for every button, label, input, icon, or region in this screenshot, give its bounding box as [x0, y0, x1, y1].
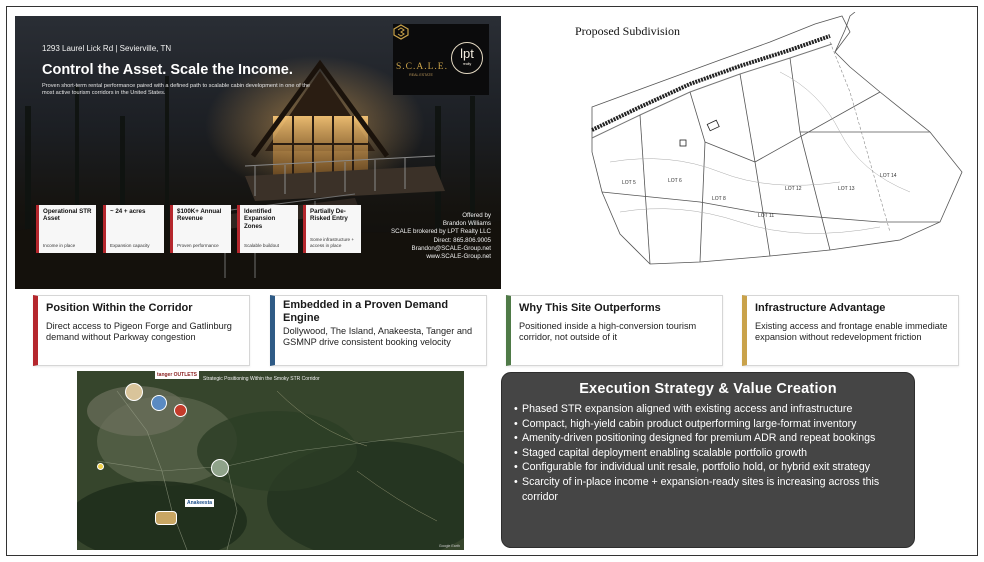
- lot-label: LOT 5: [622, 180, 636, 186]
- broker-phone[interactable]: Direct: 865.806.9005: [433, 236, 491, 244]
- execution-bullet-list: [514, 402, 902, 504]
- scale-logo-subtext: REAL ESTATE: [409, 73, 433, 77]
- subdivision-plat-drawing: [580, 12, 968, 290]
- logo-panel: [393, 24, 489, 95]
- feature-card-outperforms: [506, 295, 723, 366]
- offered-label: Offered by: [462, 212, 491, 219]
- lpt-logo-text: lpt: [460, 46, 474, 61]
- stat-subtitle: Income in place: [43, 242, 76, 248]
- list-item: • Phased STR expansion aligned with existing access and infrastructure: [514, 402, 902, 417]
- stat-subtitle: Scalable buildout: [244, 242, 279, 248]
- lot-label: LOT 11: [758, 213, 775, 219]
- stat-title: Operational STR Asset: [43, 208, 92, 223]
- lot-label: LOT 14: [880, 173, 897, 179]
- lot-label: LOT 6: [668, 178, 682, 184]
- broker-email[interactable]: Brandon@SCALE-Group.net: [411, 244, 491, 252]
- execution-strategy-panel: [501, 372, 915, 548]
- list-item: • Amenity-driven positioning designed for premium ADR and repeat bookings: [514, 431, 902, 446]
- execution-title: Execution Strategy & Value Creation: [579, 381, 837, 397]
- stat-title: Identified Expansion Zones: [244, 208, 276, 230]
- gatlinburg-pin-icon: [155, 511, 177, 525]
- feature-card-infrastructure: [742, 295, 959, 366]
- broker-website[interactable]: www.SCALE-Group.net: [426, 253, 491, 261]
- list-item: • Configurable for individual unit resale, portfolio hold, or hybrid exit strategy: [514, 460, 902, 475]
- gsmnp-pin-icon: [211, 459, 229, 477]
- stat-card: [103, 205, 164, 253]
- stat-card: [237, 205, 298, 253]
- the-island-pin-icon: [151, 395, 167, 411]
- stat-card: [36, 205, 96, 253]
- list-item: • Compact, high-yield cabin product outperforming large-format inventory: [514, 417, 902, 432]
- stat-title: Partially De-Risked Entry: [310, 208, 348, 223]
- card-body: Direct access to Pigeon Forge and Gatlinburg demand without Parkway congestion: [46, 321, 232, 343]
- map-caption: Google Earth: [438, 544, 460, 548]
- tanger-pin-label: tanger OUTLETS: [157, 372, 198, 378]
- hero-headline: Control the Asset. Scale the Income.: [42, 62, 293, 78]
- feature-card-demand: [270, 295, 487, 366]
- corridor-map: [77, 371, 464, 550]
- card-title: Position Within the Corridor: [46, 302, 193, 314]
- lot-label: LOT 12: [785, 186, 802, 192]
- broker-name: Brandon Williams: [442, 220, 491, 228]
- property-address: 1293 Laurel Lick Rd | Sevierville, TN: [42, 44, 172, 53]
- lot-label: LOT 13: [838, 186, 855, 192]
- lpt-logo-subtext: realty: [462, 62, 472, 66]
- hero-subheadline: Proven short-term rental performance paired with a defined path to scalable cabin development in one of the most active tourism corridors in the United States.: [42, 83, 311, 96]
- stat-card: [170, 205, 231, 253]
- anakeesta-pin-label: Anakeesta: [187, 500, 213, 506]
- stat-title: $100K+ Annual Revenue: [177, 208, 222, 223]
- card-title: Embedded in a Proven Demand Engine: [283, 299, 449, 324]
- feature-card-corridor: [33, 295, 250, 366]
- stat-subtitle: Proven performance: [177, 242, 219, 248]
- card-title: Infrastructure Advantage: [755, 302, 886, 314]
- list-item: • Scarcity of in-place income + expansion-ready sites is increasing across this corridor: [514, 475, 902, 504]
- card-body: Positioned inside a high-conversion tourism corridor, not outside of it: [519, 321, 697, 343]
- dollywood-pin-icon: [125, 383, 143, 401]
- map-title: Strategic Positioning Within the Smoky STR Corridor: [203, 376, 320, 382]
- stat-title: ~ 24 + acres: [110, 208, 146, 215]
- card-body: Dollywood, The Island, Anakeesta, Tanger and GSMNP drive consistent booking velocity: [283, 326, 473, 348]
- card-body: Existing access and frontage enable immediate expansion without redevelopment friction: [755, 321, 948, 343]
- scale-logo-icon: [393, 24, 409, 40]
- stat-subtitle: Expansion capacity: [110, 242, 150, 248]
- scale-logo-text: S.C.A.L.E.: [396, 62, 448, 72]
- card-title: Why This Site Outperforms: [519, 302, 661, 314]
- broker-contact: [385, 212, 491, 261]
- hero-banner: [15, 16, 501, 289]
- broker-company: SCALE brokered by LPT Realty LLC: [391, 228, 491, 236]
- property-location-icon: [97, 463, 104, 470]
- stat-subtitle: Some infrastructure + access in place: [310, 237, 355, 248]
- stat-card: [303, 205, 361, 253]
- subdivision-title: Proposed Subdivision: [575, 24, 681, 38]
- attraction-pin-icon: [174, 404, 187, 417]
- list-item: • Staged capital deployment enabling scalable portfolio growth: [514, 446, 902, 461]
- lot-label: LOT 8: [712, 196, 726, 202]
